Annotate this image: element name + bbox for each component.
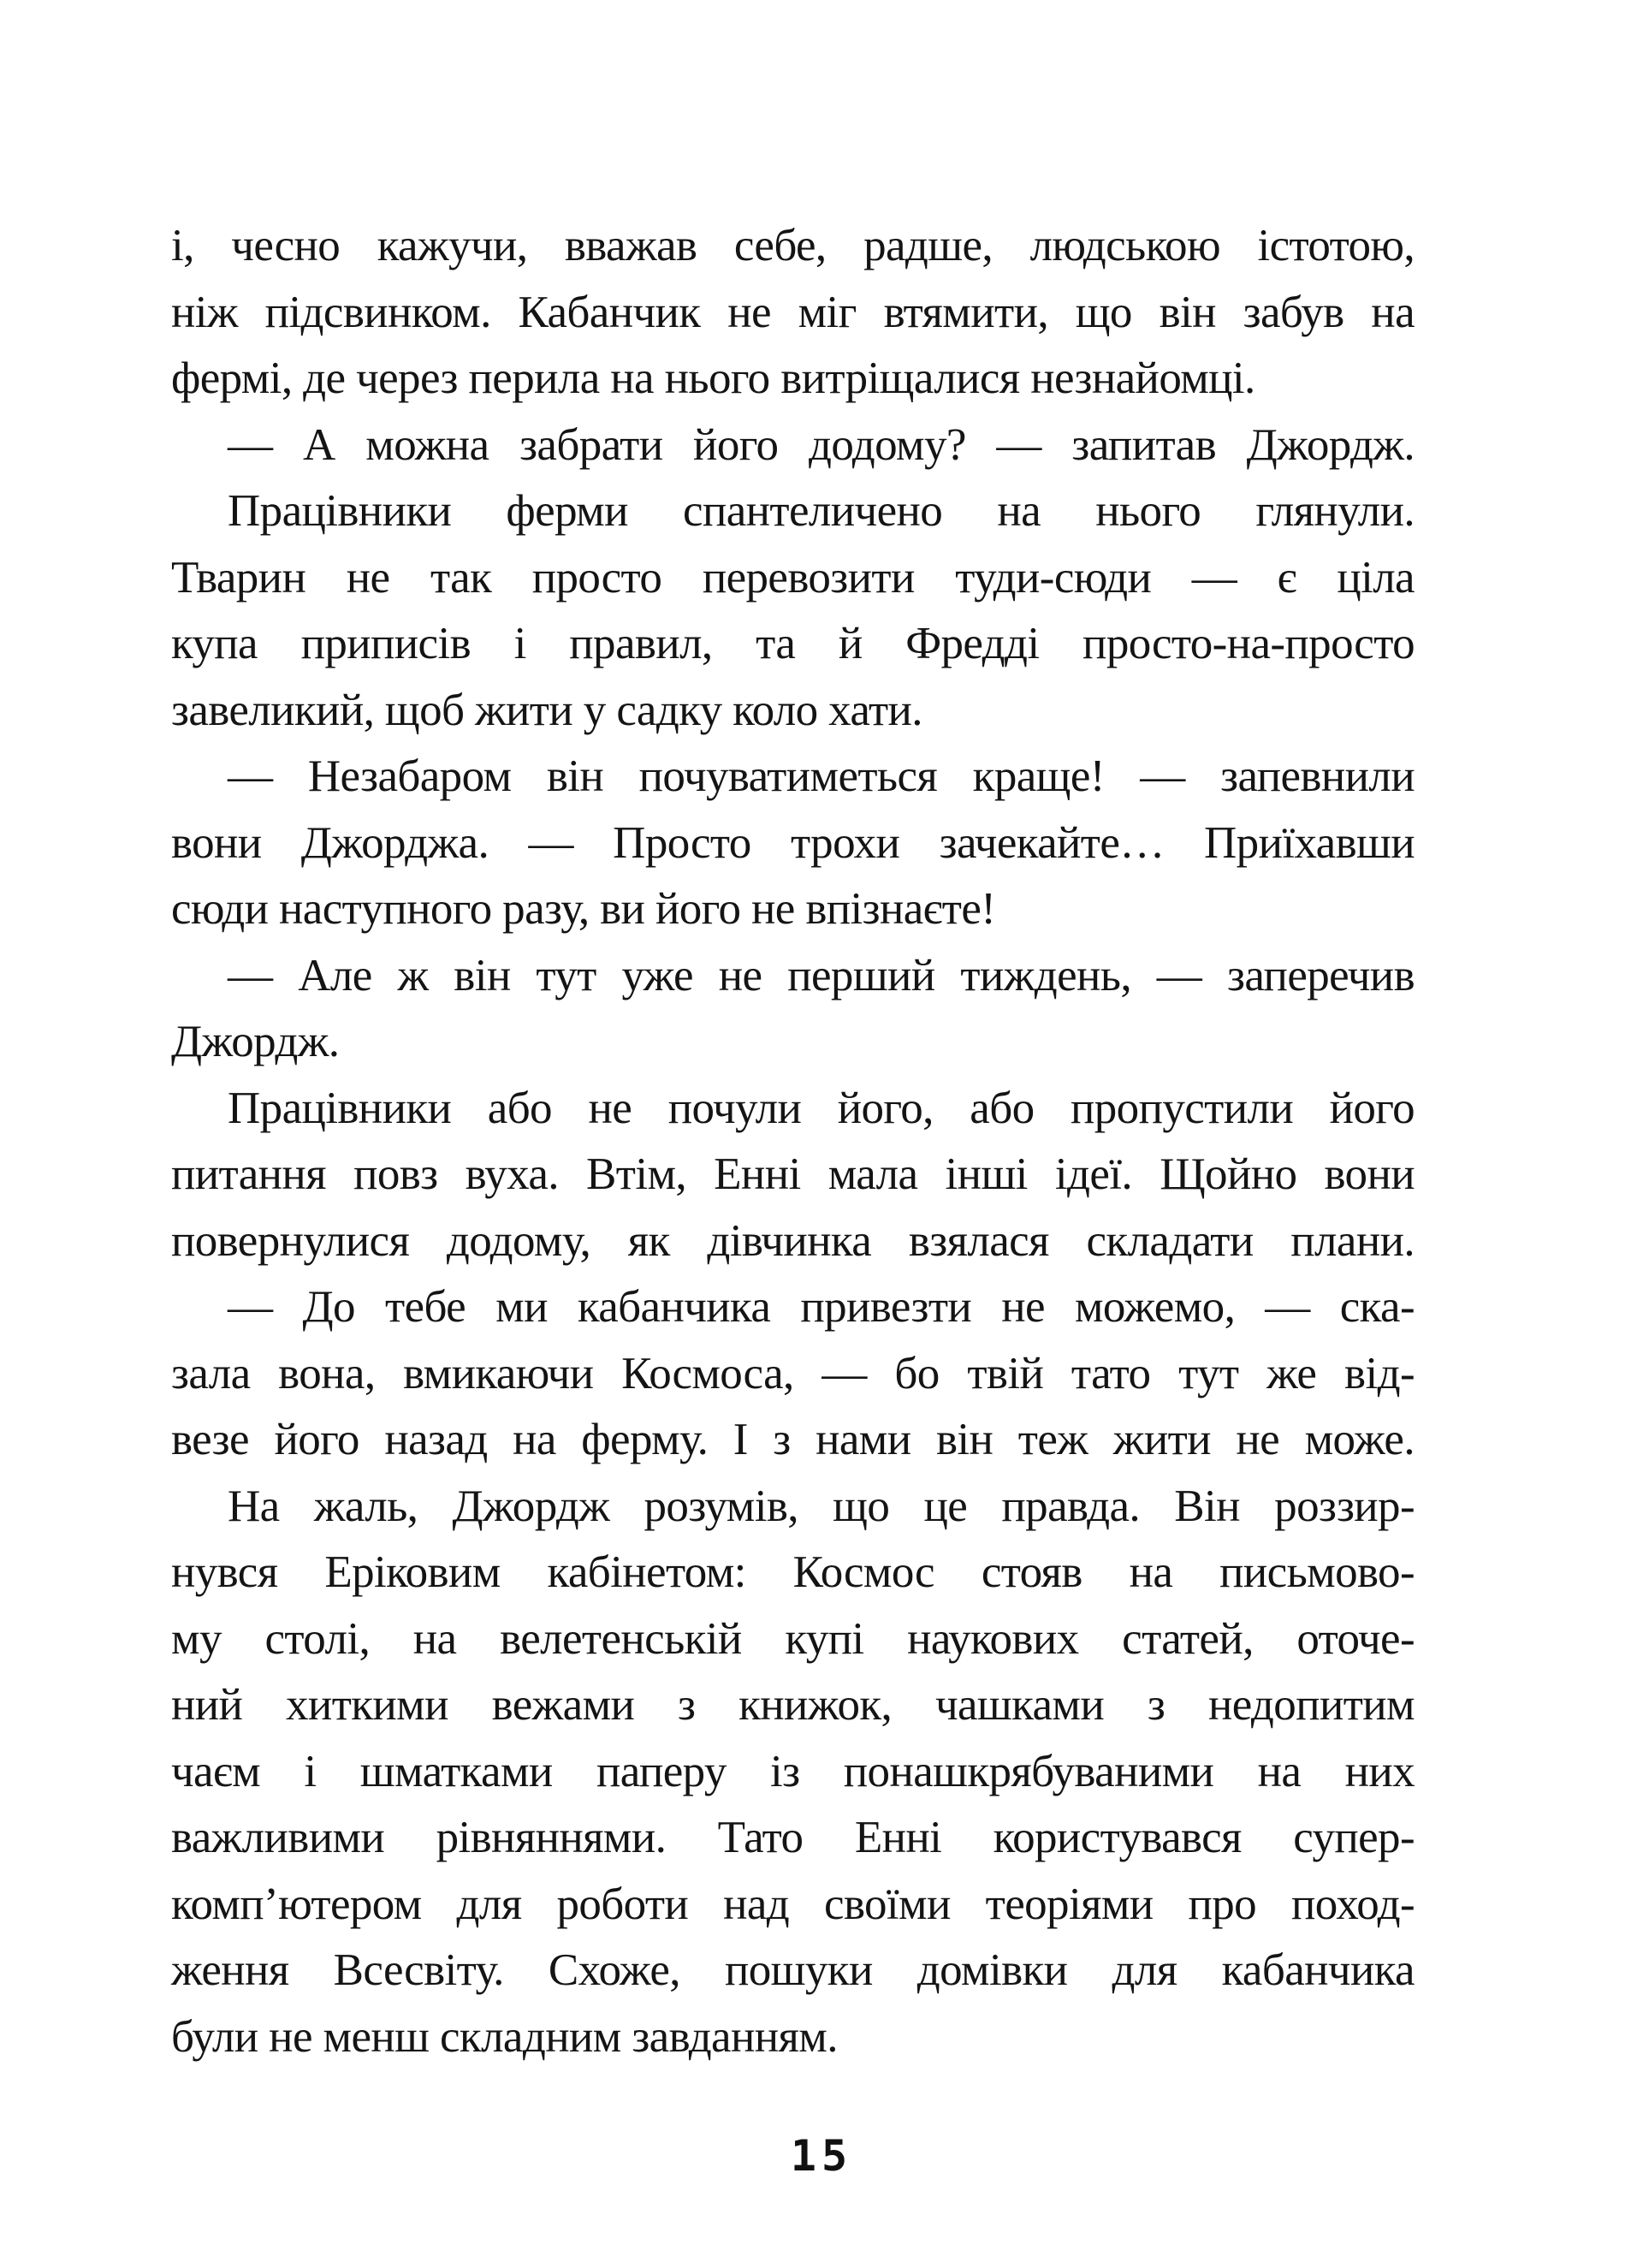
text-line: — Незабаром він почуватиметься краще! — запевнили (228, 751, 1415, 801)
text-line: нувся Еріковим кабінетом: Космос стояв на письмово- (171, 1547, 1415, 1597)
text-line: ніж підсвинком. Кабанчик не міг втямити, що він забув на (171, 287, 1415, 337)
text-line: і, чесно кажучи, вважав себе, радше, людською істотою, (171, 221, 1415, 270)
page-number: 15 (790, 2131, 853, 2181)
text-line: комп’ютером для роботи над своїми теоріями про поход- (171, 1879, 1415, 1929)
text-line: купа приписів і правил, та й Фредді просто-на-просто (171, 619, 1415, 668)
text-line: Джордж. (171, 1017, 340, 1066)
text-line: Тварин не так просто перевозити туди-сюди — є ціла (171, 552, 1415, 603)
text-line: ження Всесвіту. Схоже, пошуки домівки для кабанчика (171, 1945, 1415, 1995)
text-line: — Але ж він тут уже не перший тиждень, — заперечив (228, 950, 1415, 1000)
text-line: повернулися додому, як дівчинка взялася складати плани. (171, 1215, 1415, 1266)
text-line: На жаль, Джордж розумів, що це правда. Він роззир- (228, 1481, 1415, 1531)
text-line: — До тебе ми кабанчика привезти не можемо, — ска- (228, 1282, 1415, 1332)
text-line: були не менш складним завданням. (171, 2011, 838, 2062)
text-line: фермі, де через перила на нього витріщалися незнайомці. (171, 353, 1255, 403)
text-line: вони Джорджа. — Просто трохи зачекайте… Приїхавши (171, 817, 1415, 868)
text-line: чаєм і шматками паперу із понашкрябуваними на них (171, 1746, 1415, 1796)
text-line: му столі, на велетенській купі наукових статей, оточе- (171, 1613, 1415, 1664)
text-line: ний хиткими вежами з книжок, чашками з недопитим (171, 1680, 1415, 1730)
body-text (171, 213, 1415, 2070)
text-line: Працівники ферми спантеличено на нього глянули. (228, 486, 1415, 536)
text-line: питання повз вуха. Втім, Енні мала інші ідеї. Щойно вони (171, 1149, 1415, 1199)
text-line: везе його назад на ферму. І з нами він теж жити не може. (171, 1415, 1415, 1464)
text-line: Працівники або не почули його, або пропустили його (228, 1083, 1415, 1133)
text-line: — А можна забрати його додому? — запитав Джордж. (228, 419, 1415, 470)
text-line: сюди наступного разу, ви його не впізнаєте! (171, 884, 996, 934)
text-line: зала вона, вмикаючи Космоса, — бо твій тато тут же від- (171, 1348, 1415, 1398)
text-line: завеликий, щоб жити у садку коло хати. (171, 685, 922, 735)
text-line: важливими рівняннями. Тато Енні користувався супер- (171, 1813, 1415, 1862)
